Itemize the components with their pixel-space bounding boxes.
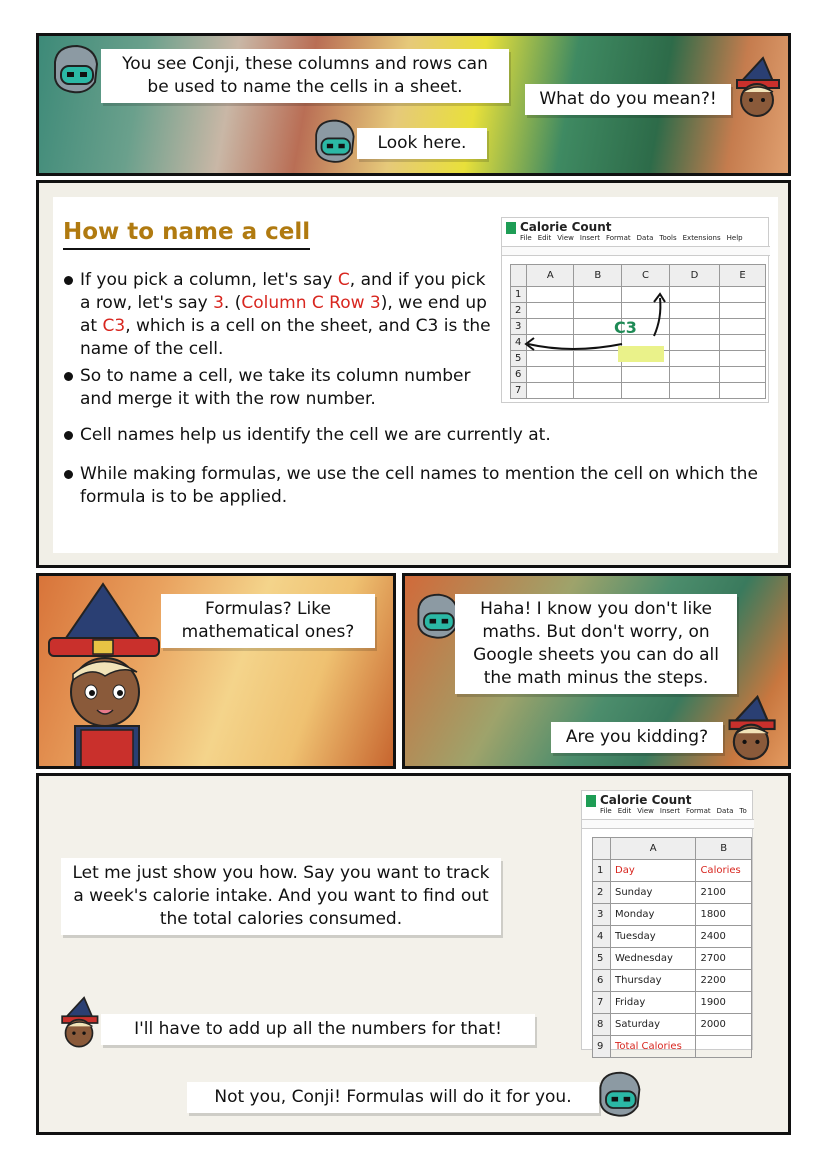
section-heading: How to name a cell	[63, 219, 310, 250]
bullet-dot-icon	[64, 372, 73, 381]
sheets-logo-icon	[586, 795, 596, 807]
grid-cell	[622, 383, 670, 399]
wizard-avatar-icon	[729, 56, 785, 120]
bullet-dot-icon	[64, 276, 73, 285]
grid-cell: 2700	[696, 948, 752, 970]
grid-cell	[574, 383, 622, 399]
row-header: 9	[593, 1036, 611, 1058]
sheet-menu-item: Data	[716, 807, 734, 815]
row-header: 2	[511, 303, 527, 319]
grid-cell: Monday	[611, 904, 696, 926]
arrows-icon	[522, 288, 682, 368]
grid-cell	[720, 319, 766, 335]
info-card	[53, 197, 778, 553]
grid-cell: Saturday	[611, 1014, 696, 1036]
robot-avatar-icon	[593, 1068, 645, 1122]
bullet-dot-icon	[64, 431, 73, 440]
bullet-1-text-d: ), we end up at	[80, 293, 487, 336]
sheet-toolbar	[582, 819, 754, 829]
grid-cell: Total Calories	[611, 1036, 696, 1058]
table-row	[593, 926, 752, 948]
column-header: B	[696, 838, 752, 860]
sheet-menu-item: Format	[685, 807, 711, 815]
bullet-1-c3: C3	[102, 316, 126, 336]
speech-bubble-wizard: What do you mean?!	[525, 84, 731, 115]
row-header: 3	[511, 319, 527, 335]
table-row	[593, 992, 752, 1014]
bullet-1-text-b: , and if you pick a row, let's say	[80, 270, 486, 313]
wizard-character-icon	[41, 580, 171, 769]
grid-cell: Calories	[696, 860, 752, 882]
row-header: 6	[511, 367, 527, 383]
corner-cell	[593, 838, 611, 860]
speech-bubble-wizard: I'll have to add up all the numbers for that!	[101, 1014, 535, 1045]
bullet-4-text: While making formulas, we use the cell names to mention the cell on which the formula is to be applied.	[80, 464, 758, 507]
grid-cell	[720, 287, 766, 303]
column-header: C	[622, 265, 670, 287]
calorie-spreadsheet	[581, 790, 753, 1050]
bullet-dot-icon	[64, 470, 73, 479]
grid-cell: 2400	[696, 926, 752, 948]
table-row	[593, 970, 752, 992]
grid-cell	[720, 351, 766, 367]
sheet-menu-item: To	[739, 807, 747, 815]
grid-cell: Thursday	[611, 970, 696, 992]
row-header: 4	[593, 926, 611, 948]
table-row	[593, 1036, 752, 1058]
grid-cell	[669, 383, 719, 399]
wizard-avatar-icon	[55, 996, 103, 1050]
speech-bubble-wizard: Are you kidding?	[551, 722, 723, 753]
sheet-menu-item: File	[520, 234, 532, 242]
bullet-1-text-c: . (	[223, 293, 242, 313]
row-header: 5	[511, 351, 527, 367]
grid-cell	[527, 383, 574, 399]
grid-cell: 2100	[696, 882, 752, 904]
grid-cell: Sunday	[611, 882, 696, 904]
column-header: E	[720, 265, 766, 287]
sheet-menu-item: Help	[726, 234, 743, 242]
table-row	[593, 1014, 752, 1036]
sheet-title: Calorie Count	[520, 220, 612, 234]
row-header: 3	[593, 904, 611, 926]
grid-cell	[720, 383, 766, 399]
bullet-1-c: C	[337, 270, 350, 290]
wizard-avatar-icon	[721, 694, 781, 764]
bullet-3-text: Cell names help us identify the cell we are currently at.	[80, 425, 551, 445]
grid-cell: 1900	[696, 992, 752, 1014]
sheet-menu-item: Data	[636, 234, 654, 242]
row-header: 4	[511, 335, 527, 351]
bullet-2-text: So to name a cell, we take its column number and merge it with the row number.	[80, 366, 471, 409]
table-row	[593, 860, 752, 882]
bullet-1-3: 3	[213, 293, 224, 313]
column-header: B	[574, 265, 622, 287]
grid-cell	[696, 1036, 752, 1058]
table-row	[593, 882, 752, 904]
column-header: A	[527, 265, 574, 287]
grid-cell: Day	[611, 860, 696, 882]
speech-bubble-robot: Let me just show you how. Say you want to track a week's calorie intake. And you want to find out the total calories consumed.	[61, 858, 501, 935]
robot-avatar-icon	[47, 42, 103, 98]
row-header: 7	[511, 383, 527, 399]
spreadsheet-illustration	[501, 217, 769, 403]
grid-cell: 1800	[696, 904, 752, 926]
panel-5	[36, 773, 791, 1135]
table-row	[593, 948, 752, 970]
row-header: 5	[593, 948, 611, 970]
sheet-menu-item: View	[557, 234, 574, 242]
sheet-menu-item: Extensions	[682, 234, 721, 242]
panel-2	[36, 180, 791, 568]
bullet-2	[80, 365, 498, 411]
grid-cell: Friday	[611, 992, 696, 1014]
calorie-table	[592, 837, 752, 1058]
grid-cell	[574, 367, 622, 383]
speech-bubble-robot: Haha! I know you don't like maths. But don't worry, on Google sheets you can do all the math minus the steps.	[455, 594, 737, 694]
robot-avatar-icon	[309, 116, 359, 168]
grid-cell: Wednesday	[611, 948, 696, 970]
row-header: 1	[511, 287, 527, 303]
bullet-4	[80, 463, 760, 509]
panel-3	[36, 573, 396, 769]
column-header: D	[669, 265, 719, 287]
row-header: 2	[593, 882, 611, 904]
speech-bubble-robot-2: Look here.	[357, 128, 487, 159]
speech-bubble-wizard: Formulas? Like mathematical ones?	[161, 594, 375, 648]
grid-cell: 2000	[696, 1014, 752, 1036]
sheet-toolbar	[502, 246, 770, 256]
grid-cell	[669, 367, 719, 383]
grid-cell: 2200	[696, 970, 752, 992]
sheet-menu-item: Edit	[537, 234, 552, 242]
bullet-1-text-a: If you pick a column, let's say	[80, 270, 338, 290]
row-header: 1	[593, 860, 611, 882]
sheet-menu	[520, 234, 743, 242]
bullet-1-text-e: , which is a cell on the sheet, and C3 is the name of the cell.	[80, 316, 491, 359]
row-header: 8	[593, 1014, 611, 1036]
corner-cell	[511, 265, 527, 287]
sheets-logo-icon	[506, 222, 516, 234]
grid-cell: Tuesday	[611, 926, 696, 948]
grid-cell	[720, 367, 766, 383]
sheet-menu-item: Insert	[579, 234, 600, 242]
sheet-menu-item: File	[600, 807, 612, 815]
table-row	[593, 904, 752, 926]
speech-bubble-robot-2: Not you, Conji! Formulas will do it for you.	[187, 1082, 599, 1113]
bullet-1	[80, 269, 498, 361]
sheet-title: Calorie Count	[600, 793, 692, 807]
grid-cell	[720, 303, 766, 319]
column-header: A	[611, 838, 696, 860]
grid-cell	[622, 367, 670, 383]
sheet-menu-item: Tools	[659, 234, 677, 242]
panel-4	[402, 573, 791, 769]
sheet-menu-item: Insert	[659, 807, 680, 815]
panel-1	[36, 33, 791, 176]
grid-cell	[527, 367, 574, 383]
speech-bubble-robot: You see Conji, these columns and rows can be used to name the cells in a sheet.	[101, 49, 509, 103]
sheet-menu-item: Edit	[617, 807, 632, 815]
sheet-menu-item: Format	[605, 234, 631, 242]
grid-cell	[720, 335, 766, 351]
sheet-menu	[600, 807, 747, 815]
sheet-menu-item: View	[637, 807, 654, 815]
bullet-1-column-row: Column C Row 3	[241, 293, 381, 313]
bullet-3	[80, 424, 760, 447]
row-header: 7	[593, 992, 611, 1014]
cell-label: C3	[614, 318, 637, 337]
row-header: 6	[593, 970, 611, 992]
